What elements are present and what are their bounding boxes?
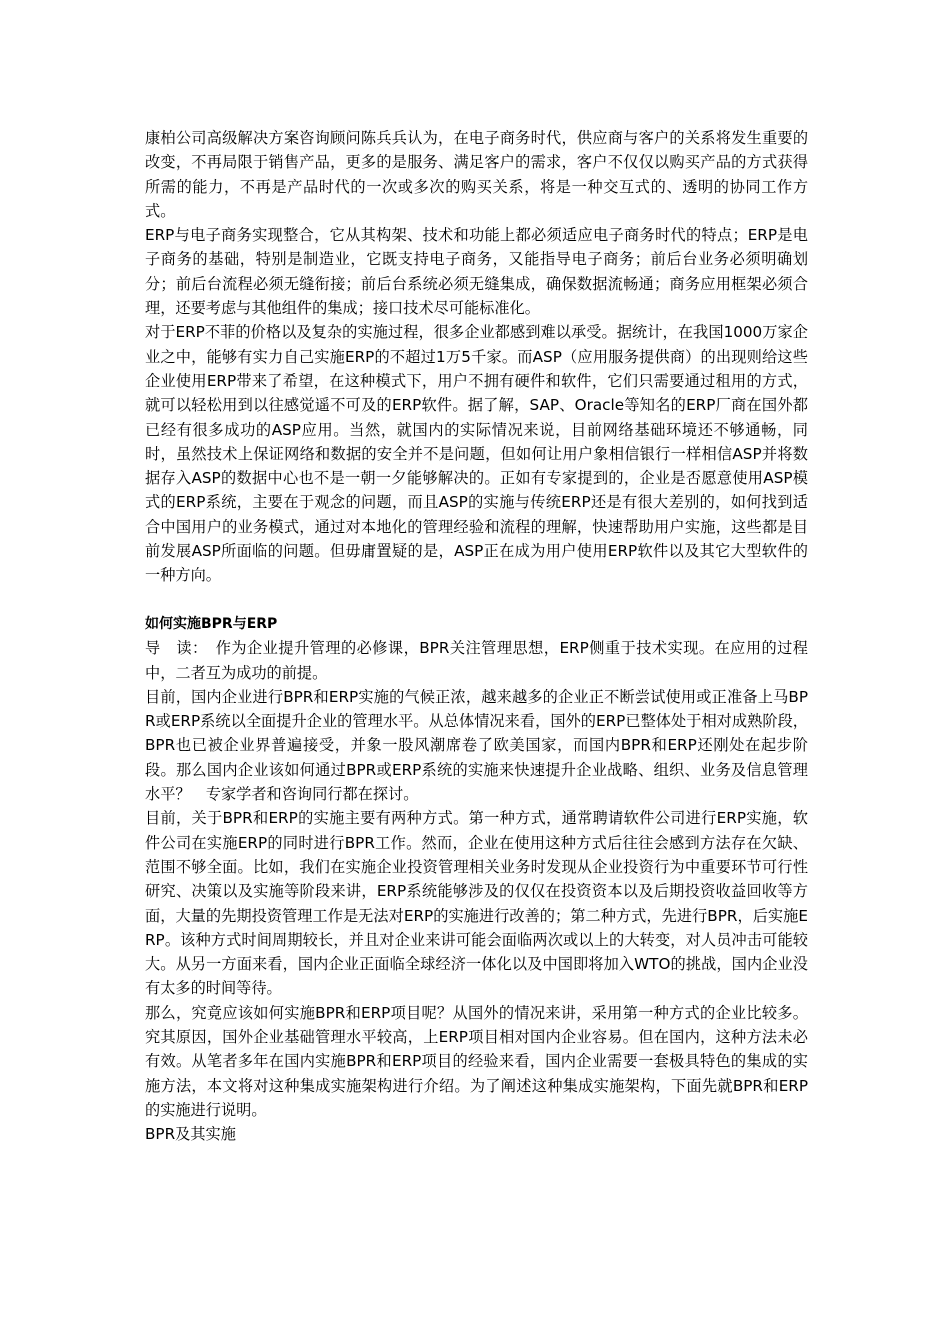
paragraph-erp-asp: 对于ERP不菲的价格以及复杂的实施过程，很多企业都感到难以承受。据统计，在我国1000万家企业之中，能够有实力自己实施ERP的不超过1万5千家。而ASP（应用服务提供商）的出现则给这些企业使用ERP带来了希望，在这种模式下，用户不拥有硬件和软件，它们只需要通过租用的方式，就可以轻松用到以往感觉遥不可及的ERP软件。据了解，SAP、Oracle等知名的ERP厂商在国外都已经有很多成功的ASP应用。当然，就国内的实际情况来说，目前网络基础环境还不够通畅，同时，虽然技术上保证网络和数据的安全并不是问题，但如何让用户象相信银行一样相信ASP并将数据存入ASP的数据中心也不是一朝一夕能够解决的。正如有专家提到的，企业是否愿意使用ASP模式的ERP系统，主要在于观念的问题，而且ASP的实施与传统ERP还是有很大差别的，如何找到适合中国用户的业务模式，通过对本地化的管理经验和流程的理解，快速帮助用户实施，这些都是目前发展ASP所面临的问题。但毋庸置疑的是，ASP正在成为用户使用ERP软件以及其它大型软件的一种方向。 [145, 323, 808, 585]
document-page [145, 126, 808, 1146]
section-heading: 如何实施BPR与ERP [145, 615, 278, 632]
paragraph-current-situation: 目前，国内企业进行BPR和ERP实施的气候正浓，越来越多的企业正不断尝试使用或正准备上马BPR或ERP系统以全面提升企业的管理水平。从总体情况来看，国外的ERP已整体处于相对成熟阶段，BPR也已被企业界普遍接受，并象一股风潮席卷了欧美国家，而国内BPR和ERP还刚处在起步阶段。那么国内企业该如何通过BPR或ERP系统的实施来快速提升企业战略、组织、业务及信息管理水平？ 专家学者和咨询同行都在探讨。 [145, 687, 808, 804]
blank-line [145, 588, 808, 612]
paragraph-two-approaches: 目前，关于BPR和ERP的实施主要有两种方式。第一种方式，通常聘请软件公司进行ERP实施，软件公司在实施ERP的同时进行BPR工作。然而，企业在使用这种方式后往往会感到方法存在欠缺、范围不够全面。比如，我们在实施企业投资管理相关业务时发现从企业投资行为中重要环节可行性研究、决策以及实施等阶段来讲，ERP系统能够涉及的仅仅在投资资本以及后期投资收益回收等方面，大量的先期投资管理工作是无法对ERP的实施进行改善的；第二种方式，先进行BPR，后实施ERP。该种方式时间周期较长，并且对企业来讲可能会面临两次或以上的大转变，对人员冲击可能较大。从另一方面来看，国内企业正面临全球经济一体化以及中国即将加入WTO的挑战，国内企业没有太多的时间等待。 [145, 809, 808, 998]
paragraph-how-to-implement: 那么，究竟应该如何实施BPR和ERP项目呢？从国外的情况来讲，采用第一种方式的企业比较多。究其原因，国外企业基础管理水平较高，上ERP项目相对国内企业容易。但在国内，这种方法未必有效。从笔者多年在国内实施BPR和ERP项目的经验来看，国内企业需要一套极具特色的集成的实施方法，本文将对这种集成实施架构进行介绍。为了阐述这种集成实施架构，下面先就BPR和ERP的实施进行说明。 [145, 1003, 808, 1119]
paragraph-erp-ecommerce-integration: ERP与电子商务实现整合，它从其构架、技术和功能上都必须适应电子商务时代的特点；ERP是电子商务的基础，特别是制造业，它既支持电子商务，又能指导电子商务；前后台业务必须明确划分；前后台流程必须无缝衔接；前后台系统必须无缝集成，确保数据流畅通；商务应用框架必须合理，还要考虑与其他组件的集成；接口技术尽可能标准化。 [145, 226, 808, 318]
paragraph-compaq-consultant: 康柏公司高级解决方案咨询顾问陈兵兵认为，在电子商务时代，供应商与客户的关系将发生重要的改变，不再局限于销售产品，更多的是服务、满足客户的需求，客户不仅仅以购买产品的方式获得所需的能力，不再是产品时代的一次或多次的购买关系，将是一种交互式的、透明的协同工作方式。 [145, 129, 808, 220]
paragraph-lead: 导 读： 作为企业提升管理的必修课，BPR关注管理思想，ERP侧重于技术实现。在应用的过程中，二者互为成功的前提。 [145, 639, 808, 682]
subsection-heading: BPR及其实施 [145, 1125, 236, 1144]
